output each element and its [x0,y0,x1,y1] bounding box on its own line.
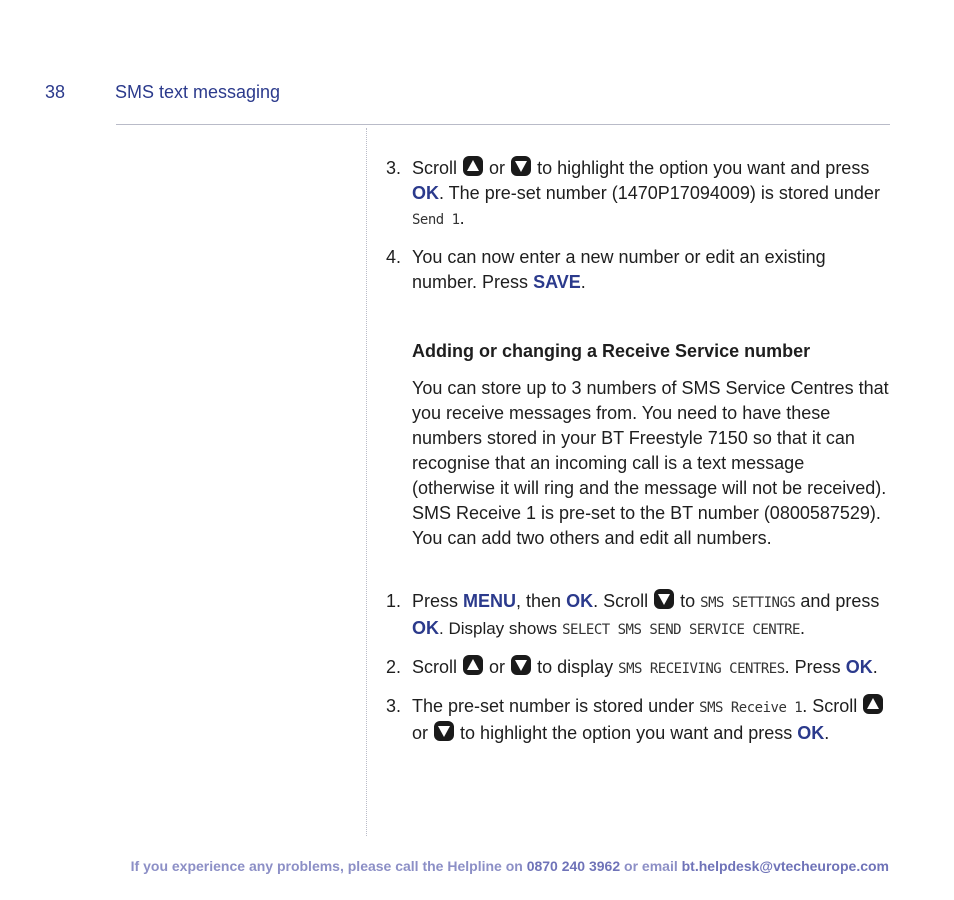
footer-text: If you experience any problems, please call the Helpline on [130,858,523,874]
step-text: The pre-set number is stored under [412,696,695,716]
display-text: SMS RECEIVING CENTRES [618,661,785,677]
step-text: . Scroll [802,696,858,716]
display-text: SMS SETTINGS [700,595,796,611]
page-number: 38 [45,82,66,102]
key-ok: OK [566,591,594,611]
display-text: Send 1 [412,212,460,228]
step-text: Scroll [412,657,458,677]
header-rule [116,124,890,125]
helpdesk-email: bt.helpdesk@vtecheurope.com [681,858,889,874]
step-text: to display [537,657,614,677]
step-text: . [800,618,806,638]
step-number: 3. [386,696,402,716]
key-ok: OK [845,657,873,677]
key-save: SAVE [533,272,581,292]
scroll-down-icon [511,655,531,675]
step-text: Scroll [412,158,458,178]
footer-text: or email [624,858,678,874]
step-text: to highlight the option you want and press [460,723,793,743]
step-text: . The pre-set number (1470P17094009) is stored under [439,183,880,203]
scroll-up-icon [463,156,483,176]
step-number: 2. [386,657,402,677]
key-menu: MENU [463,591,517,611]
step-text: . Scroll [593,591,649,611]
helpline-phone: 0870 240 3962 [526,858,621,874]
step-3a [386,156,891,233]
step-text: . [459,208,465,228]
step-text: You can now enter a new number or edit an existing number. Press [412,247,826,292]
step-4a [386,245,891,295]
step-1b [386,589,891,643]
step-text: and press [800,591,880,611]
scroll-up-icon [463,655,483,675]
step-text: , then [516,591,562,611]
step-text: or [412,723,429,743]
scroll-down-icon [511,156,531,176]
main-content [386,156,891,758]
key-ok: OK [797,723,825,743]
scroll-up-icon [863,694,883,714]
step-text: . [580,272,586,292]
scroll-down-icon [434,721,454,741]
step-number: 4. [386,247,402,267]
helpline-footer [0,858,889,874]
step-number: 1. [386,591,402,611]
intro-paragraph: You can store up to 3 numbers of SMS Service Centres that you receive messages from. You need to have these numbers stored in your BT Freestyle 7150 so that it can recognise that an incoming call is a text message (otherwise it will ring and the message will not be received). SMS Receive 1 is pre-set to the BT number (0800587529). You can add two others and edit all numbers. [412,378,889,548]
step-text: . Display shows [439,619,558,638]
step-text: Press [412,591,459,611]
display-text: SMS Receive 1 [699,700,803,716]
section-heading: Adding or changing a Receive Service number [412,341,811,361]
key-ok: OK [412,183,439,203]
step-text: . [872,657,878,677]
step-2b [386,655,891,682]
step-text: or [489,657,506,677]
page-header [45,82,280,103]
section-title: SMS text messaging [115,82,281,102]
scroll-down-icon [654,589,674,609]
step-text: or [489,158,506,178]
step-3b [386,694,891,746]
column-divider [366,128,367,836]
step-number: 3. [386,158,402,178]
step-text: to highlight the option you want and press [537,158,870,178]
step-text: to [680,591,696,611]
step-text: . Press [784,657,841,677]
key-ok: OK [412,618,439,638]
display-text: SELECT SMS SEND SERVICE CENTRE [562,622,800,638]
step-text: . [824,723,830,743]
